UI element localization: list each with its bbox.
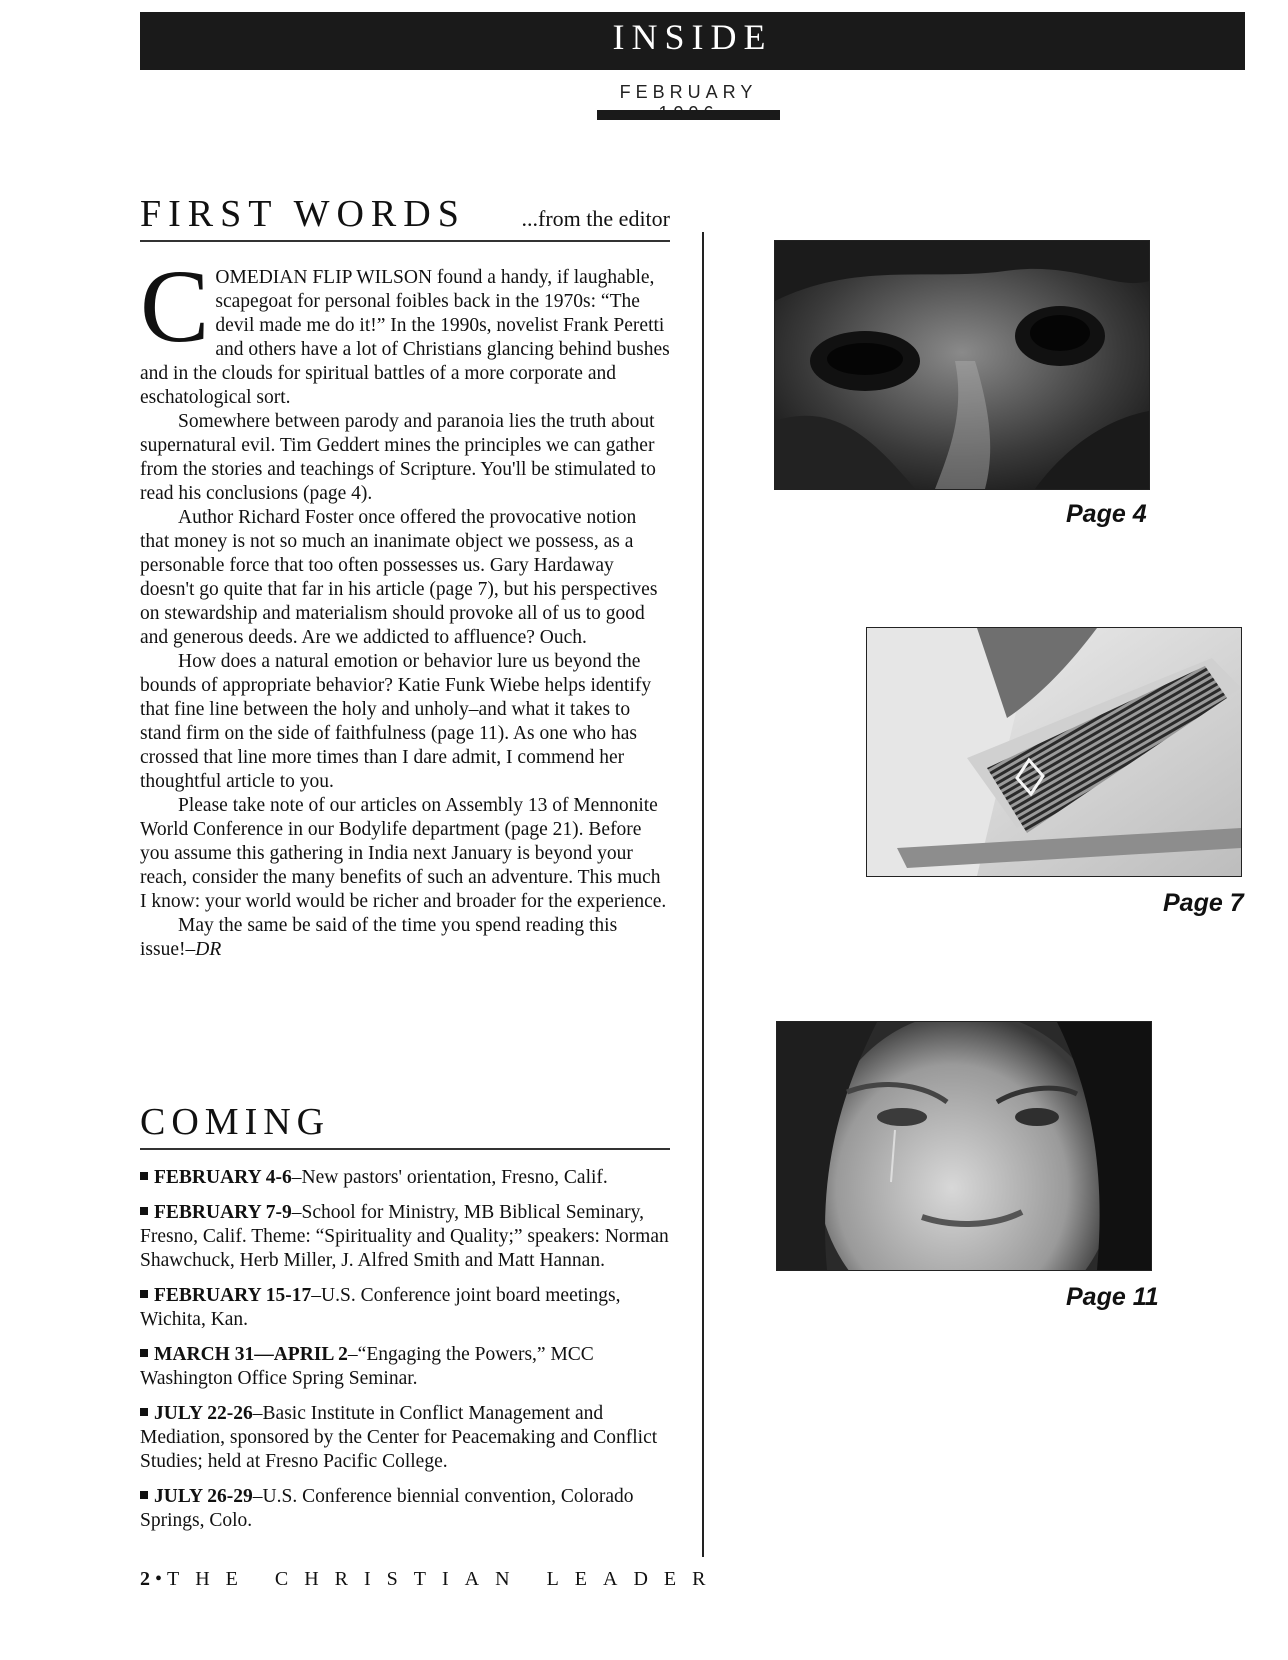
event-date: JULY 26-29	[154, 1486, 253, 1507]
footer-separator: •	[155, 1568, 163, 1590]
event-date: MARCH 31—APRIL 2	[154, 1344, 348, 1365]
editorial-paragraph: How does a natural emotion or behavior lure us beyond the bounds of appropriate behavior? Katie Funk Wiebe helps identify that fine line between the holy and unholy–and what it takes to stand firm on the side of faithfulness (page 11). As one who has crossed that line more times than I dare admit, I commend her thoughtful article to you.	[140, 651, 652, 792]
square-bullet-icon	[140, 1408, 148, 1416]
event-description: –U.S. Conference joint board meetings, Wichita, Kan.	[140, 1285, 621, 1330]
event-item	[140, 1166, 670, 1190]
inside-banner	[140, 12, 1245, 70]
square-bullet-icon	[140, 1290, 148, 1298]
event-item	[140, 1402, 670, 1474]
page-number: 2	[140, 1568, 150, 1590]
first-words-subtitle: ...from the editor	[521, 206, 670, 231]
editorial-paragraph	[140, 249, 670, 410]
editorial-paragraph: Please take note of our articles on Assembly 13 of Mennonite World Conference in our Bodylife department (page 21). Before you assume this gathering in India next January is beyond your reach, consider the many benefits of such an adventure. This much I know: your world would be richer and broader for the experience.	[140, 795, 667, 912]
event-description: –Basic Institute in Conflict Management and Mediation, sponsored by the Center for Peacemaking and Conflict Studies; held at Fresno Pacific College.	[140, 1403, 658, 1472]
square-bullet-icon	[140, 1172, 148, 1180]
editorial-paragraph: Somewhere between parody and paranoia lies the truth about supernatural evil. Tim Geddert mines the principles we can gather from the stories and teachings of Scripture. You'll be stimulated to read his conclusions (page 4).	[140, 411, 656, 504]
date-underline-bar	[597, 110, 780, 120]
crying-girl-photo	[776, 1021, 1152, 1271]
editorial-paragraph	[140, 914, 670, 962]
editorial-text	[140, 249, 670, 962]
square-bullet-icon	[140, 1491, 148, 1499]
coming-events-list	[140, 1166, 670, 1544]
event-description: –School for Ministry, MB Biblical Seminary, Fresno, Calif. Theme: “Spirituality and Quality;” speakers: Norman Shawchuck, Herb Miller, J. Alfred Smith and Matt Hannan.	[140, 1202, 669, 1271]
event-date: JULY 22-26	[154, 1403, 253, 1424]
event-item	[140, 1201, 670, 1273]
event-item	[140, 1343, 670, 1391]
first-words-header	[140, 192, 670, 242]
coming-title: COMING	[140, 1101, 331, 1143]
editorial-paragraph: Author Richard Foster once offered the provocative notion that money is not so much an inanimate object we possess, as a personable force that too often possesses us. Gary Hardaway doesn't go quite that far in his article (page 7), but his perspectives on stewardship and materialism should provoke all of us to good and generous deeds. Are we addicted to affluence? Ouch.	[140, 507, 658, 648]
square-bullet-icon	[140, 1349, 148, 1357]
event-description: –U.S. Conference biennial convention, Colorado Springs, Colo.	[140, 1486, 634, 1531]
photo-caption: Page 4	[1066, 500, 1147, 528]
paragraph-text: found a handy, if laughable, scapegoat for personal foibles back in the 1970s: “The devil made me do it!” In the 1990s, novelist Frank Peretti and others have a lot of Christians glancing behind bushes and in the clouds for spiritual battles of a more corporate and eschatological sort.	[140, 267, 670, 408]
photo-caption: Page 7	[1163, 889, 1244, 917]
first-words-title: FIRST WORDS	[140, 193, 466, 235]
coming-header	[140, 1100, 670, 1150]
event-date: FEBRUARY 7-9	[154, 1202, 292, 1223]
drop-cap: C	[140, 249, 210, 364]
paragraph-text: May the same be said of the time you spend reading this issue!–	[140, 915, 618, 960]
mask-photo	[774, 240, 1150, 490]
event-date: FEBRUARY 4-6	[154, 1167, 292, 1188]
page-footer	[140, 1568, 721, 1591]
editor-signature: DR	[195, 939, 222, 960]
issue-date: FEBRUARY	[619, 82, 758, 102]
event-description: –New pastors' orientation, Fresno, Calif.	[291, 1167, 608, 1188]
magazine-name: THE CHRISTIAN LEADER	[167, 1568, 722, 1590]
banner-title: INSIDE	[612, 17, 773, 57]
event-item	[140, 1284, 670, 1332]
photo-caption: Page 11	[1066, 1283, 1159, 1311]
car-grille-photo	[866, 627, 1242, 877]
event-item	[140, 1485, 670, 1533]
square-bullet-icon	[140, 1207, 148, 1215]
lead-in-caps: OMEDIAN FLIP WILSON	[215, 267, 433, 288]
event-date: FEBRUARY 15-17	[154, 1285, 312, 1306]
event-description: –“Engaging the Powers,” MCC Washington Office Spring Seminar.	[140, 1344, 594, 1389]
column-divider	[702, 232, 704, 1557]
